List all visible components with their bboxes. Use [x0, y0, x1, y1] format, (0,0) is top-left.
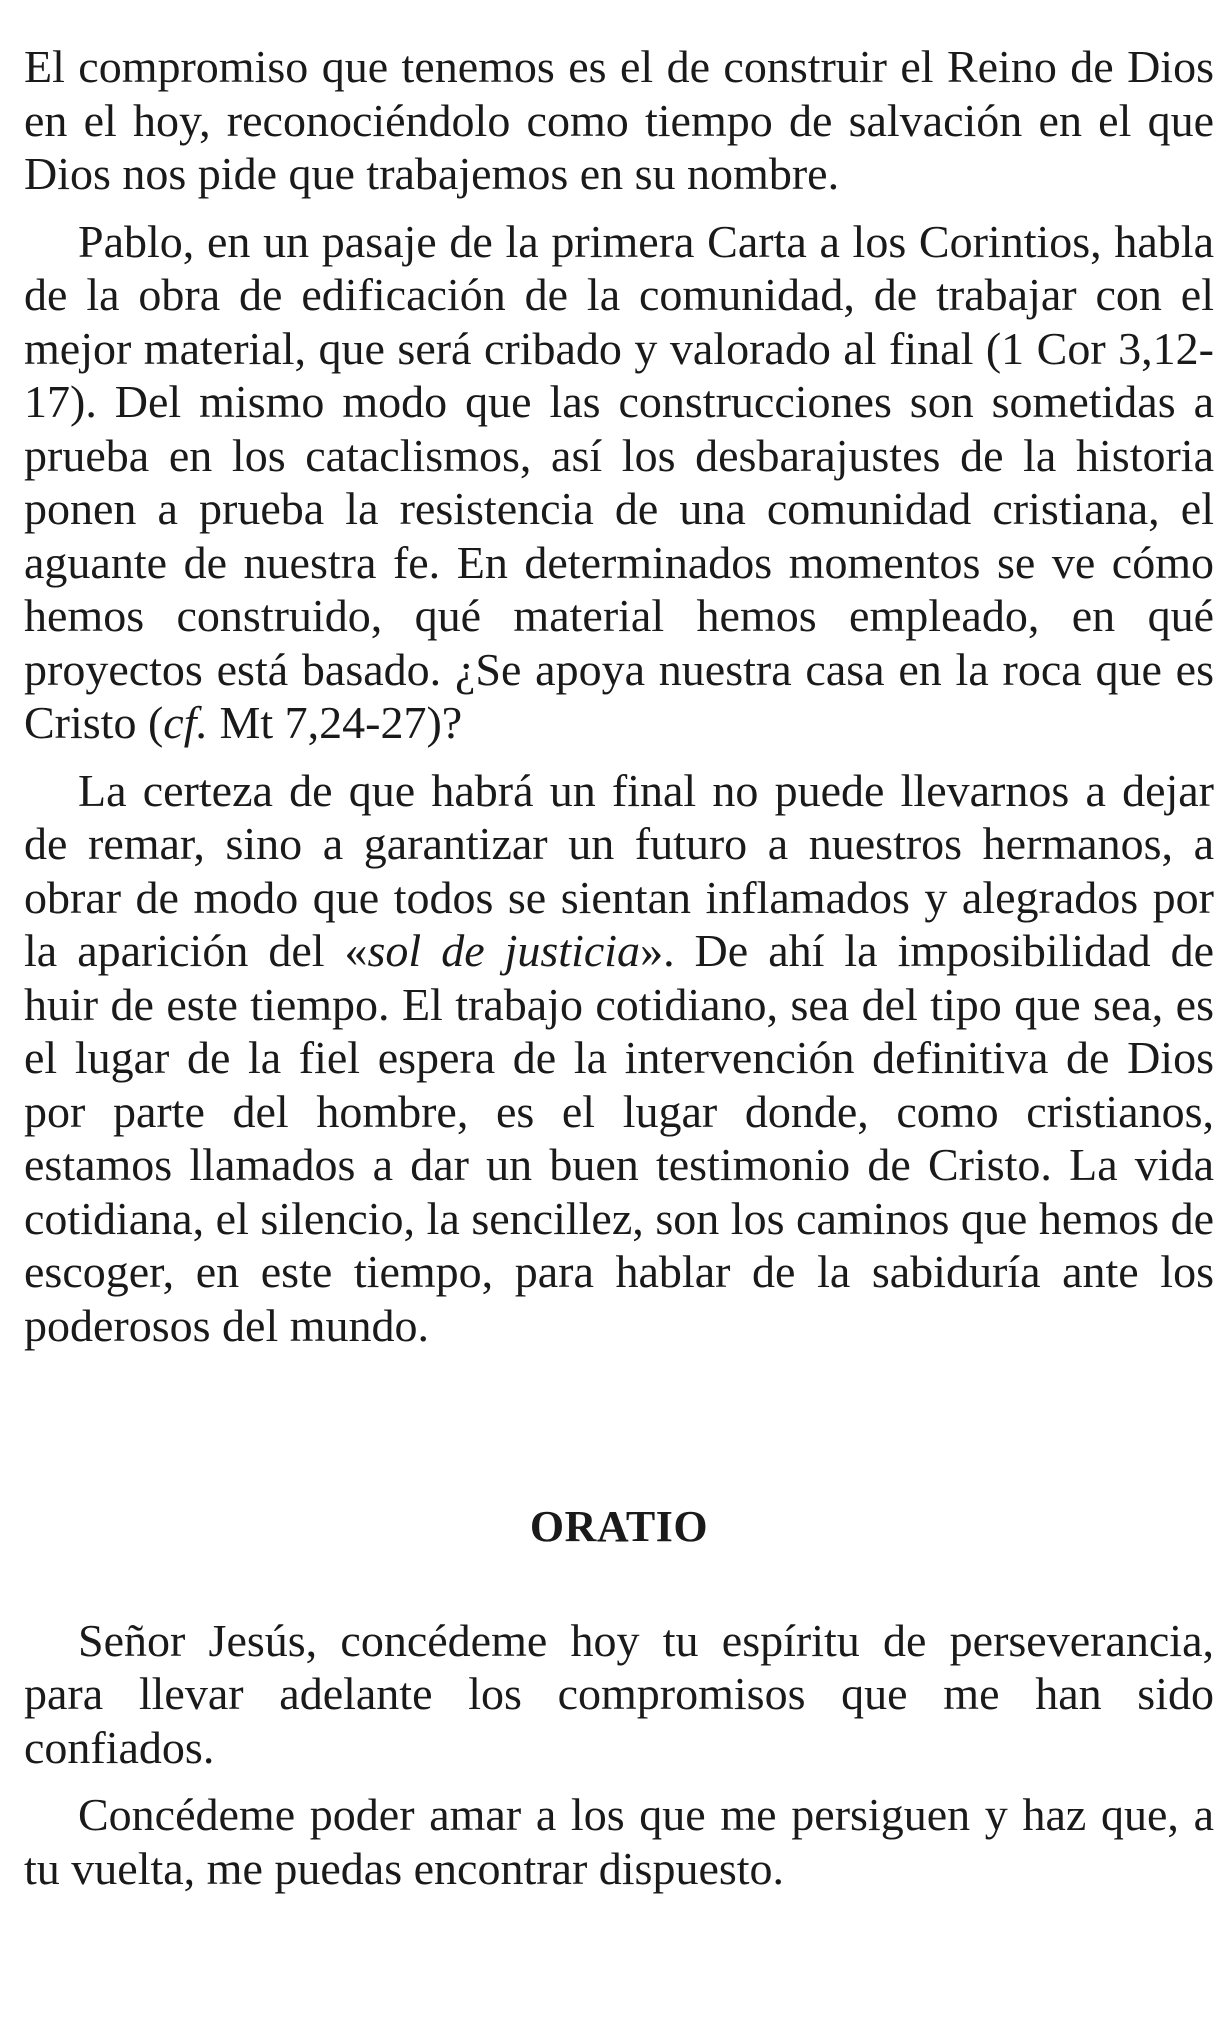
paragraph-oratio-senor: Señor Jesús, concédeme hoy tu espíritu de perseverancia, para llevar adelante los compromisos que me han sido confiados. — [24, 1614, 1214, 1773]
document-page — [24, 40, 1214, 1895]
paragraph-construir-reino: El compromiso que tenemos es el de construir el Reino de Dios en el hoy, reconociéndolo como tiempo de salvación en el que Dios nos pide que trabajemos en su nombre. — [24, 41, 1214, 199]
paragraph-pablo-corintios — [24, 215, 1214, 750]
sol-de-justicia-quote: sol de justicia — [367, 925, 641, 976]
paragraph-oratio-concedeme: Concédeme poder amar a los que me persiguen y haz que, a tu vuelta, me puedas encontrar dispuesto. — [24, 1789, 1214, 1894]
paragraph-certeza-final — [24, 764, 1214, 1353]
cf-abbreviation: cf. — [163, 697, 208, 748]
section-heading-oratio: ORATIO — [529, 1502, 709, 1551]
paragraph-pablo-text: Pablo, en un pasaje de la primera Carta a los Corintios, habla de la obra de edificación de la comunidad, de trabajar con el mejor material, que será cribado y valorado al final (1 Cor 3,12-17). Del mismo modo que las construcciones son sometidas a prueba en los cataclismos, así los desbarajustes de la historia ponen a prueba la resistencia de una comunidad cristiana, el aguante de nuestra fe. En determinados momentos se ve cómo hemos construido, qué material hemos empleado, en qué proyectos está basado. ¿Se apoya nuestra casa en la roca que es Cristo ( — [24, 215, 1214, 748]
paragraph-pablo-reference: Mt 7,24-27)? — [207, 697, 463, 748]
paragraph-certeza-text: La certeza de que habrá un final no puede llevarnos a dejar de remar, sino a garantizar un futuro a nuestros hermanos, a obrar de modo que todos se sientan inflamados y alegrados por la aparición del « — [24, 764, 1214, 976]
paragraph-certeza-continuation: ». De ahí la imposibilidad de huir de este tiempo. El trabajo cotidiano, sea del tipo que sea, es el lugar de la fiel espera de la intervención definitiva de Dios por parte del hombre, es el lugar donde, como cristianos, estamos llamados a dar un buen testimonio de Cristo. La vida cotidiana, el silencio, la sencillez, son los caminos que hemos de escoger, en este tiempo, para hablar de la sabiduría ante los poderosos del mundo. — [24, 925, 1214, 1351]
